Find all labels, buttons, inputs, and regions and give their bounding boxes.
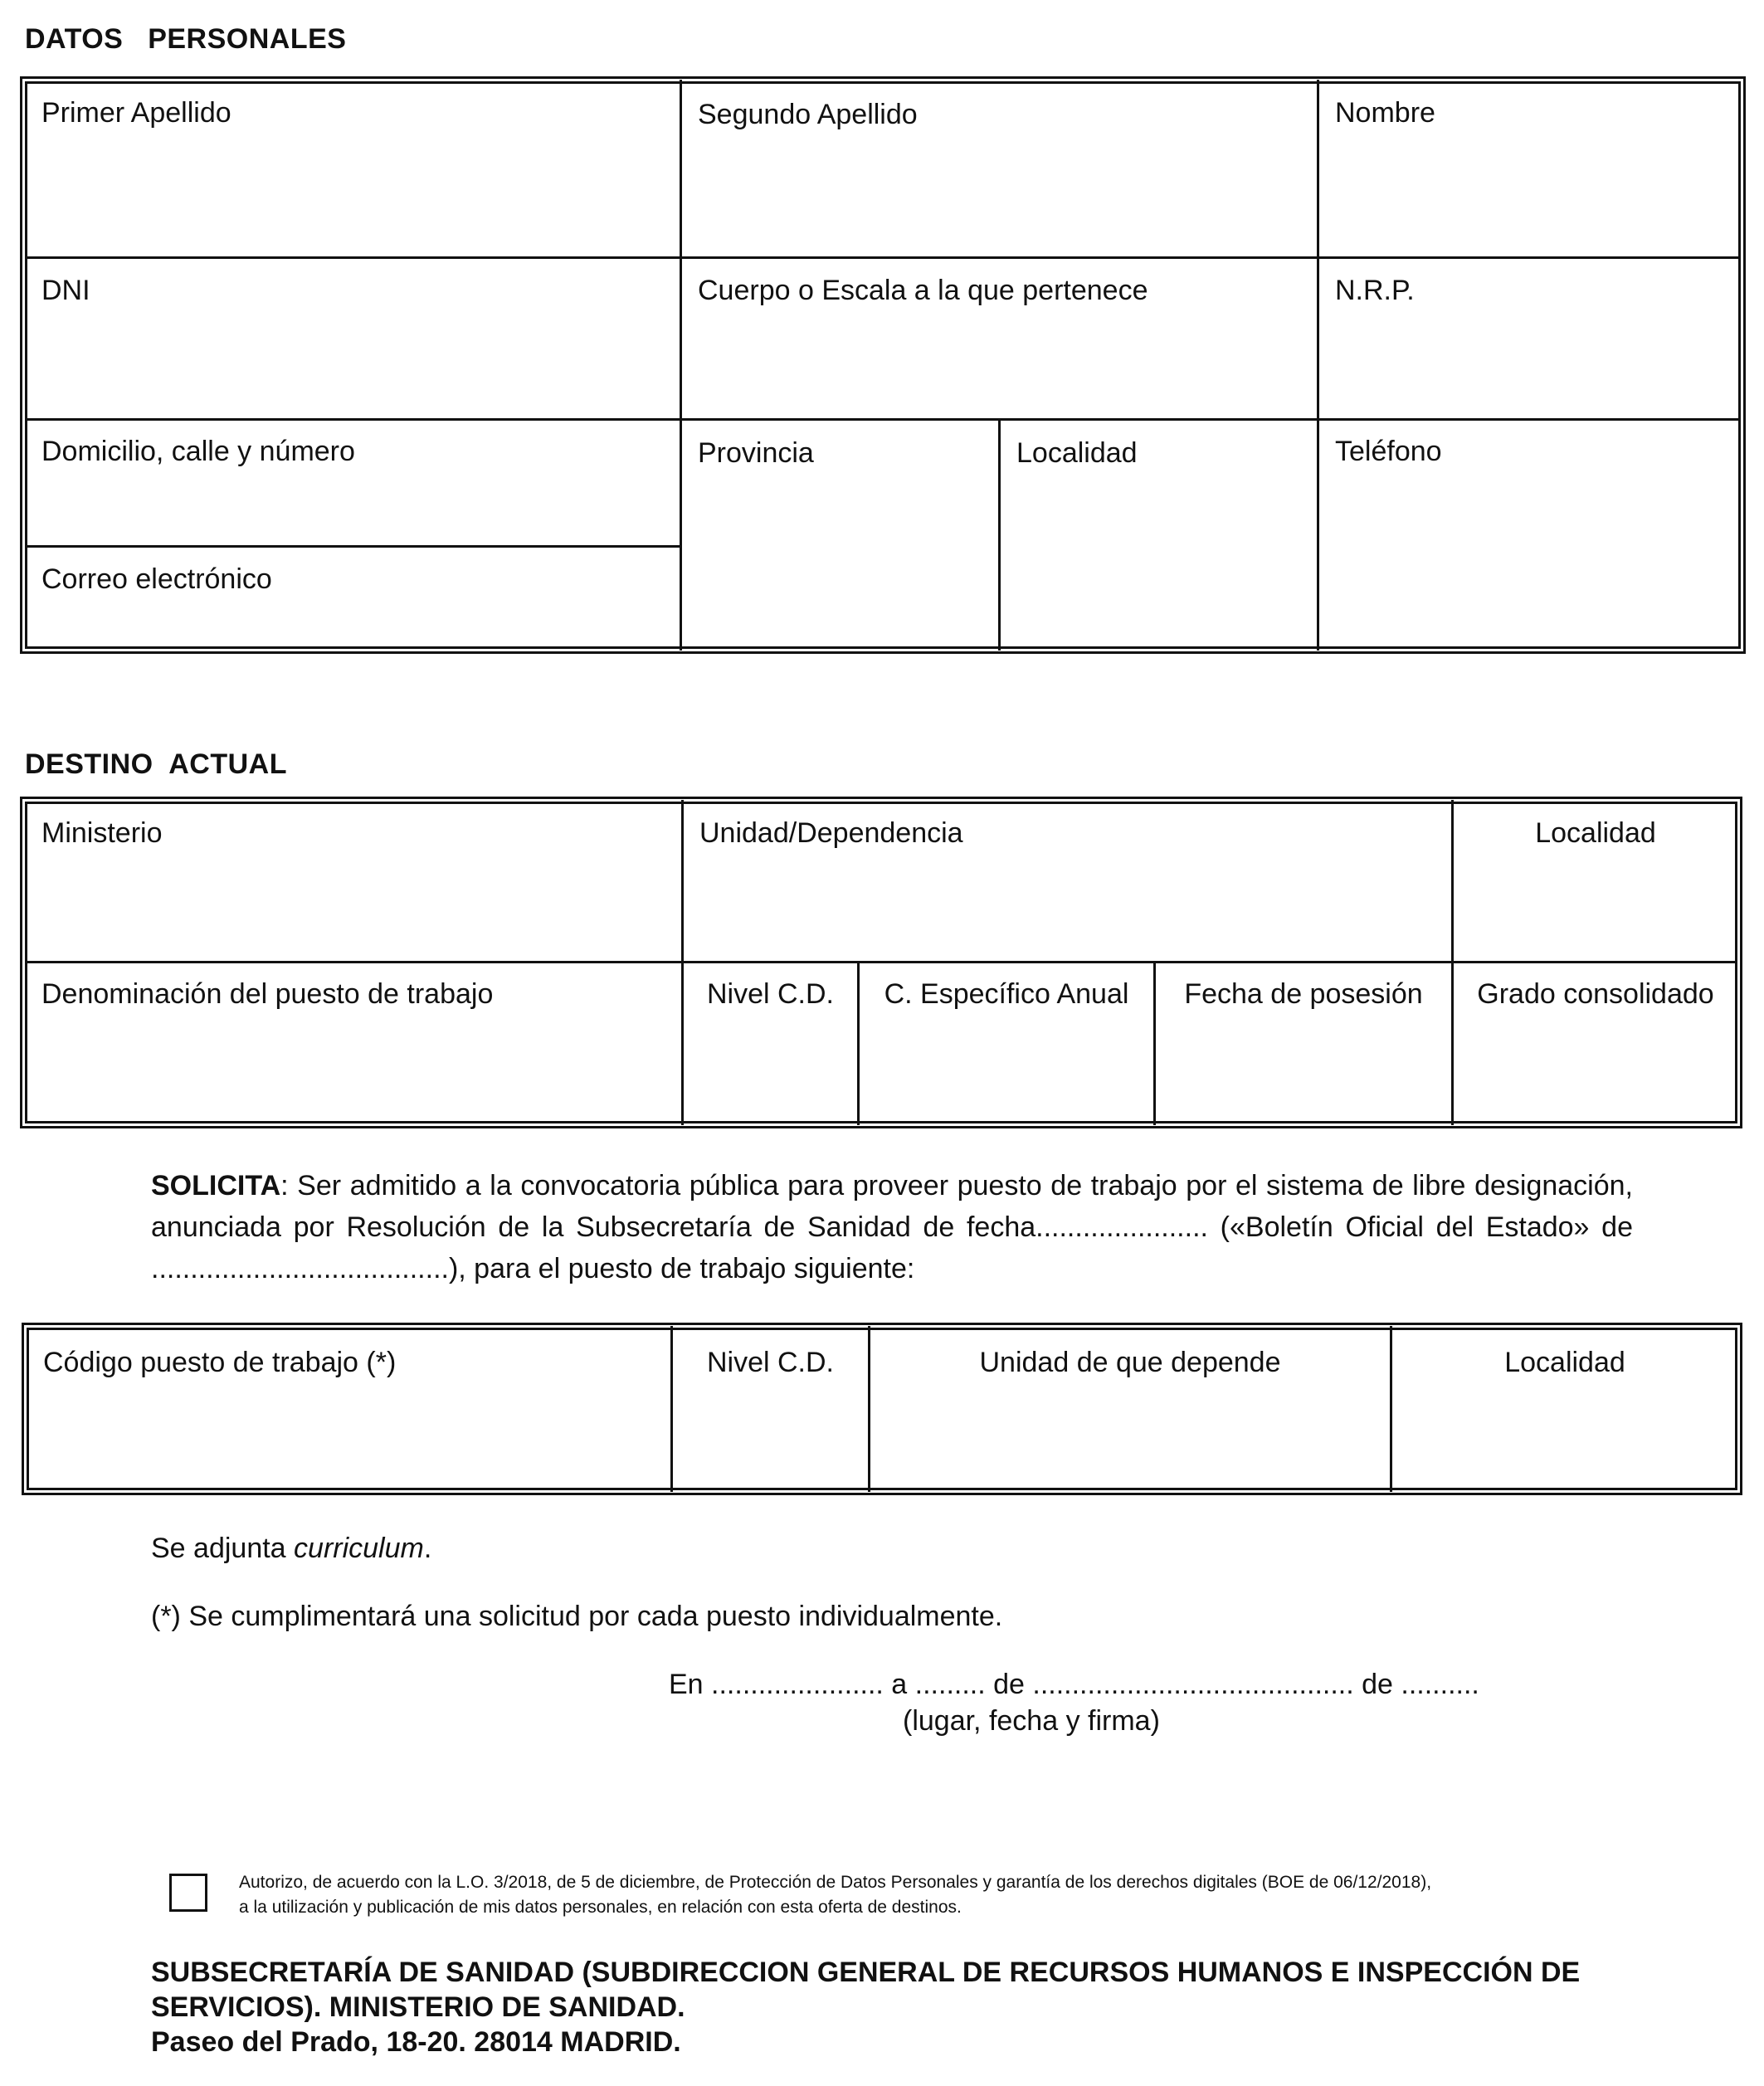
field-codigo-puesto[interactable]: Código puesto de trabajo (*) bbox=[43, 1347, 397, 1378]
firma-caption: (lugar, fecha y firma) bbox=[903, 1705, 1160, 1737]
asterisk-note: (*) Se cumplimentará una solicitud por cada puesto individualmente. bbox=[151, 1601, 1003, 1632]
adjunta-italic: curriculum bbox=[294, 1533, 424, 1564]
field-domicilio[interactable]: Domicilio, calle y número bbox=[41, 436, 355, 467]
field-localidad-solicitado[interactable]: Localidad bbox=[1504, 1347, 1625, 1378]
field-nombre[interactable]: Nombre bbox=[1335, 97, 1435, 129]
field-nivel-cd-solicitado[interactable]: Nivel C.D. bbox=[706, 1347, 835, 1378]
field-grado-consolidado[interactable]: Grado consolidado bbox=[1477, 978, 1714, 1010]
autorizo-line1: Autorizo, de acuerdo con la L.O. 3/2018, de 5 de diciembre, de Protección de Datos Personales y garantía de los derechos digitales (BOE de 06/12/2018), bbox=[239, 1873, 1432, 1892]
autorizo-line2: a la utilización y publicación de mis datos personales, en relación con esta oferta de destinos. bbox=[239, 1898, 962, 1917]
field-nrp[interactable]: N.R.P. bbox=[1335, 275, 1415, 306]
datos-personales-table bbox=[20, 76, 1746, 654]
field-fecha-posesion[interactable]: Fecha de posesión bbox=[1184, 978, 1423, 1010]
footer-line2: SERVICIOS). MINISTERIO DE SANIDAD. bbox=[151, 1991, 685, 2023]
firma-line[interactable]: En ...................... a ......... de ......................................... de .......... bbox=[669, 1669, 1479, 1700]
field-ministerio[interactable]: Ministerio bbox=[41, 817, 163, 849]
field-dni[interactable]: DNI bbox=[41, 275, 90, 306]
field-primer-apellido[interactable]: Primer Apellido bbox=[41, 97, 231, 129]
field-localidad-destino[interactable]: Localidad bbox=[1535, 817, 1656, 849]
solicita-paragraph bbox=[151, 1165, 1633, 1289]
field-c-especifico[interactable]: C. Específico Anual bbox=[884, 978, 1129, 1010]
destino-actual-title: DESTINO ACTUAL bbox=[25, 748, 288, 780]
field-localidad[interactable]: Localidad bbox=[1016, 437, 1138, 469]
solicita-text: : Ser admitido a la convocatoria pública para proveer puesto de trabajo por el sistema de libre designación, anunciada por Resolución de la Subsecretaría de Sanidad de fecha...................... («Boletín Oficial del Estado» de ......................................), para el puesto de trabajo siguiente: bbox=[151, 1170, 1633, 1284]
adjunta-curriculum-note bbox=[151, 1532, 431, 1565]
adjunta-suffix: . bbox=[423, 1533, 432, 1564]
field-unidad-depende[interactable]: Unidad de que depende bbox=[979, 1347, 1281, 1378]
footer-line3: Paseo del Prado, 18-20. 28014 MADRID. bbox=[151, 2026, 681, 2058]
field-segundo-apellido[interactable]: Segundo Apellido bbox=[698, 99, 918, 130]
field-nivel-cd[interactable]: Nivel C.D. bbox=[706, 978, 835, 1010]
field-correo[interactable]: Correo electrónico bbox=[41, 563, 272, 595]
field-unidad-dependencia[interactable]: Unidad/Dependencia bbox=[699, 817, 963, 849]
field-cuerpo-escala[interactable]: Cuerpo o Escala a la que pertenece bbox=[698, 275, 1148, 306]
field-denominacion-puesto[interactable]: Denominación del puesto de trabajo bbox=[41, 978, 494, 1010]
adjunta-prefix: Se adjunta bbox=[151, 1533, 295, 1564]
autorizo-checkbox[interactable] bbox=[169, 1874, 207, 1912]
field-telefono[interactable]: Teléfono bbox=[1335, 436, 1442, 467]
footer-line1: SUBSECRETARÍA DE SANIDAD (SUBDIRECCION GENERAL DE RECURSOS HUMANOS E INSPECCIÓN DE bbox=[151, 1957, 1581, 1988]
datos-personales-title: DATOS PERSONALES bbox=[25, 23, 347, 55]
solicita-label: SOLICITA bbox=[151, 1170, 281, 1201]
field-provincia[interactable]: Provincia bbox=[698, 437, 814, 469]
